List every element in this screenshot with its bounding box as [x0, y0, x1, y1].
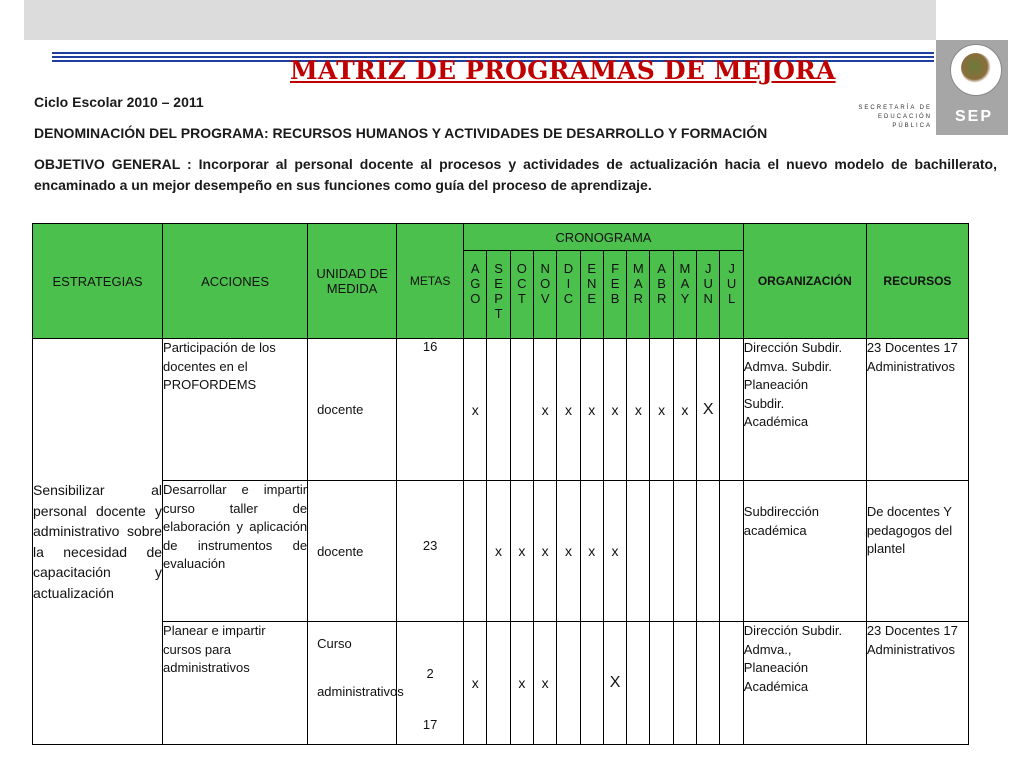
month-header-abr: A B R — [650, 251, 673, 339]
goal-cell: 2 17 — [397, 622, 464, 745]
header-recursos: RECURSOS — [866, 224, 968, 339]
goal-cell: 16 — [397, 339, 464, 481]
schedule-mark-oct — [510, 339, 533, 481]
action-cell: Desarrollar e impartir curso taller de elaboración y aplicación de instrumentos de evaluación — [163, 481, 308, 622]
schedule-mark-nov: x — [534, 481, 557, 622]
month-header-ene: E N E — [580, 251, 603, 339]
schedule-mark-abr: x — [650, 339, 673, 481]
month-header-sept: S E P T — [487, 251, 510, 339]
schedule-mark-oct: x — [510, 481, 533, 622]
month-header-ago: A G O — [464, 251, 487, 339]
action-cell: Planear e impartir cursos para administrativos — [163, 622, 308, 745]
schedule-mark-sept — [487, 622, 510, 745]
schedule-mark-may — [673, 622, 696, 745]
header-metas: METAS — [397, 224, 464, 339]
month-header-nov: N O V — [534, 251, 557, 339]
month-header-oct: O C T — [510, 251, 533, 339]
program-name: DENOMINACIÓN DEL PROGRAMA: RECURSOS HUMANOS Y ACTIVIDADES DE DESARROLLO Y FORMACIÓN — [34, 125, 768, 141]
organization-cell: Subdirección académica — [743, 481, 866, 622]
schedule-mark-sept: x — [487, 481, 510, 622]
schedule-mark-feb: X — [603, 622, 626, 745]
header-unidad: UNIDAD DE MEDIDA — [308, 224, 397, 339]
schedule-mark-mar: x — [627, 339, 650, 481]
schedule-mark-jun — [697, 481, 720, 622]
header-cronograma: CRONOGRAMA — [464, 224, 744, 251]
schedule-mark-mar — [627, 481, 650, 622]
resources-cell: 23 Docentes 17Administrativos — [866, 622, 968, 745]
resources-cell: De docentes Y pedagogos del plantel — [866, 481, 968, 622]
mexican-coat-of-arms-icon — [950, 44, 1002, 96]
month-header-feb: F E B — [603, 251, 626, 339]
header-estrategias: ESTRATEGIAS — [33, 224, 163, 339]
improvement-matrix-table — [32, 223, 969, 745]
schedule-mark-oct: x — [510, 622, 533, 745]
schedule-mark-dic: x — [557, 339, 580, 481]
top-banner — [24, 0, 936, 40]
schedule-mark-nov: x — [534, 339, 557, 481]
schedule-mark-dic: x — [557, 481, 580, 622]
schedule-mark-abr — [650, 622, 673, 745]
schedule-mark-jul — [720, 622, 743, 745]
month-header-may: M A Y — [673, 251, 696, 339]
goal-cell: 23 — [397, 481, 464, 622]
unit-cell: docente — [308, 339, 397, 481]
month-header-dic: D I C — [557, 251, 580, 339]
schedule-mark-abr — [650, 481, 673, 622]
schedule-mark-feb: x — [603, 339, 626, 481]
schedule-mark-ago: x — [464, 622, 487, 745]
strategy-cell: Sensibilizar al personal docente y administrativo sobre la necesidad de capacitación y actualización — [33, 339, 163, 745]
general-objective: OBJETIVO GENERAL : Incorporar al personal docente al procesos y actividades de actualización hacia el nuevo modelo de bachillerato, encaminado a un mejor desempeño en sus funciones como guía del proceso de aprendizaje. — [34, 156, 997, 193]
schedule-mark-ene: x — [580, 339, 603, 481]
resources-cell: 23 Docentes 17Administrativos — [866, 339, 968, 481]
unit-cell: docente — [308, 481, 397, 622]
school-cycle: Ciclo Escolar 2010 – 2011 — [34, 94, 204, 110]
header-acciones: ACCIONES — [163, 224, 308, 339]
month-header-mar: M A R — [627, 251, 650, 339]
month-header-jul: J U L — [720, 251, 743, 339]
unit-cell: Curso administrativos — [308, 622, 397, 745]
schedule-mark-jun — [697, 622, 720, 745]
header-organizacion: ORGANIZACIÓN — [743, 224, 866, 339]
secretaria-text: SECRETARÍA DE EDUCACIÓN PÚBLICA — [858, 105, 932, 129]
schedule-mark-ago — [464, 481, 487, 622]
month-header-jun: J U N — [697, 251, 720, 339]
sep-brand-text: SEP — [955, 108, 994, 125]
schedule-mark-mar — [627, 622, 650, 745]
schedule-mark-sept — [487, 339, 510, 481]
schedule-mark-dic — [557, 622, 580, 745]
schedule-mark-jul — [720, 481, 743, 622]
schedule-mark-ene: x — [580, 481, 603, 622]
schedule-mark-jun: X — [697, 339, 720, 481]
schedule-mark-ago: x — [464, 339, 487, 481]
action-cell: Participación de los docentes en el PROFORDEMS — [163, 339, 308, 481]
schedule-mark-nov: x — [534, 622, 557, 745]
organization-cell: Dirección Subdir. Admva., Planeación Académica — [743, 622, 866, 745]
schedule-mark-ene — [580, 622, 603, 745]
schedule-mark-may — [673, 481, 696, 622]
schedule-mark-feb: x — [603, 481, 626, 622]
table-row — [33, 481, 969, 622]
table-row — [33, 339, 969, 481]
organization-cell: Dirección Subdir. Admva. Subdir. Planeación Subdir. Académica — [743, 339, 866, 481]
table-row — [33, 622, 969, 745]
schedule-mark-may: x — [673, 339, 696, 481]
schedule-mark-jul — [720, 339, 743, 481]
page-title: MATRIZ DE PROGRAMAS DE MEJORA — [290, 56, 836, 85]
